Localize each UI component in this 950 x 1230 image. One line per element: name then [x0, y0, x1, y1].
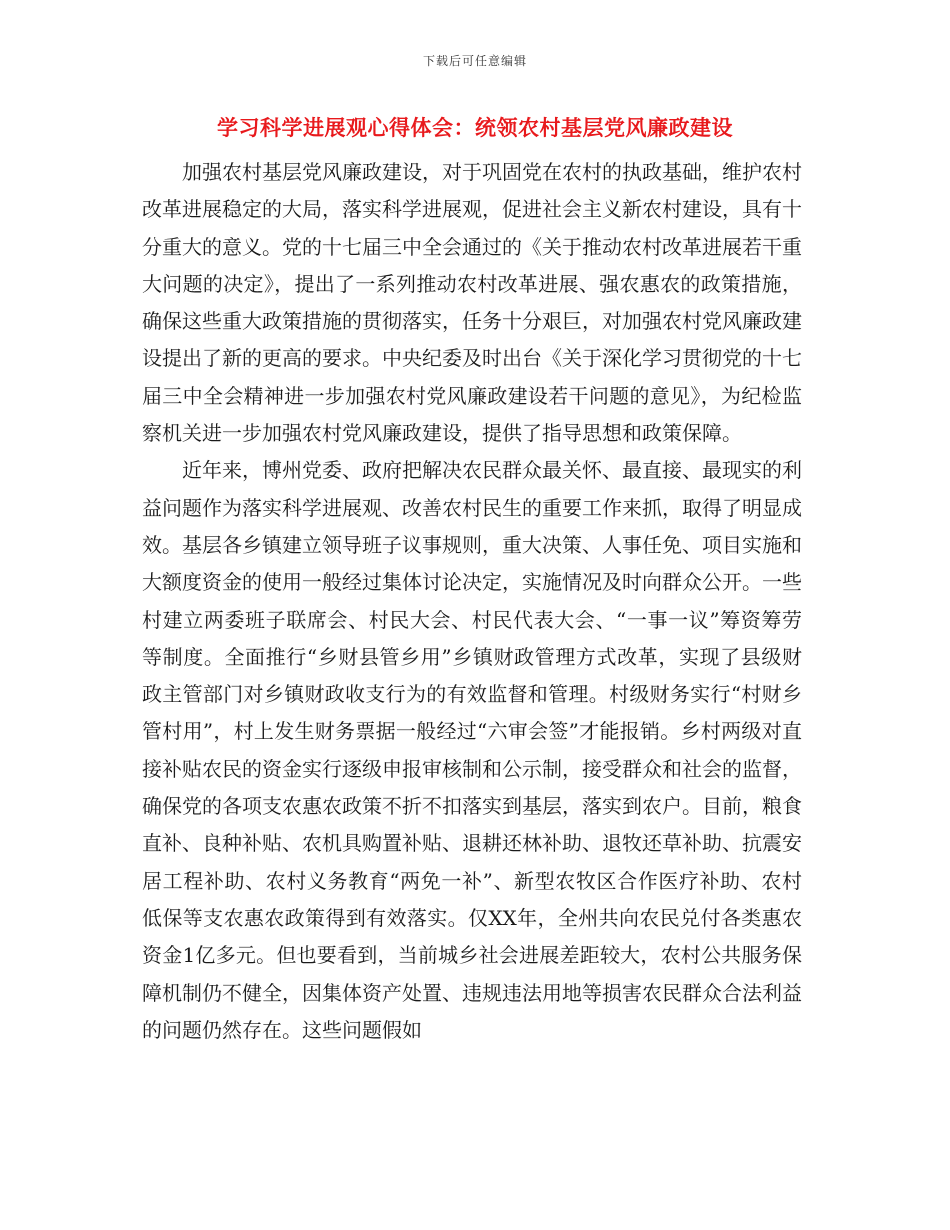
page-header-note: 下载后可任意编辑 [422, 54, 527, 68]
paragraph-2: 近年来，博州党委、政府把解决农民群众最关怀、最直接、最现实的利益问题作为落实科学进展观、改善农村民生的重要工作来抓，取得了明显成效。基层各乡镇建立领导班子议事规则，重大决策、人事任免、项目实施和大额度资金的使用一般经过集体讨论决定，实施情况及时向群众公开。一些村建立两委班子联席会、村民大会、村民代表大会、“一事一议”筹资筹劳等制度。全面推行“乡财县管乡用”乡镇财政管理方式改革，实现了县级财政主管部门对乡镇财政收支行为的有效监督和管理。村级财务实行“村财乡管村用”，村上发生财务票据一般经过“六审会签”才能报销。乡村两级对直接补贴农民的资金实行逐级申报审核制和公示制，接受群众和社会的监督，确保党的各项支农惠农政策不折不扣落实到基层，落实到农户。目前，粮食直补、良种补贴、农机具购置补贴、退耕还林补助、退牧还草补助、抗震安居工程补助、农村义务教育“两免一补”、新型农牧区合作医疗补助、农村低保等支农惠农政策得到有效落实。仅XX年，全州共向农民兑付各类惠农资金1亿多元。但也要看到，当前城乡社会进展差距较大，农村公共服务保障机制仍不健全，因集体资产处置、违规违法用地等损害农民群众合法利益的问题仍然存在。这些问题假如 [142, 458, 802, 1042]
paragraph-1: 加强农村基层党风廉政建设，对于巩固党在农村的执政基础，维护农村改革进展稳定的大局，落实科学进展观，促进社会主义新农村建设，具有十分重大的意义。党的十七届三中全会通过的《关于推动农村改革进展若干重大问题的决定》，提出了一系列推动农村改革进展、强农惠农的政策措施，确保这些重大政策措施的贯彻落实，任务十分艰巨，对加强农村党风廉政建设提出了新的更高的要求。中央纪委及时出台《关于深化学习贯彻党的十七届三中全会精神进一步加强农村党风廉政建设若干问题的意见》，为纪检监察机关进一步加强农村党风廉政建设，提供了指导思想和政策保障。 [142, 160, 802, 446]
document-body [142, 154, 802, 1049]
document-title: 学习科学进展观心得体会：统领农村基层党风廉政建设 [217, 115, 733, 140]
